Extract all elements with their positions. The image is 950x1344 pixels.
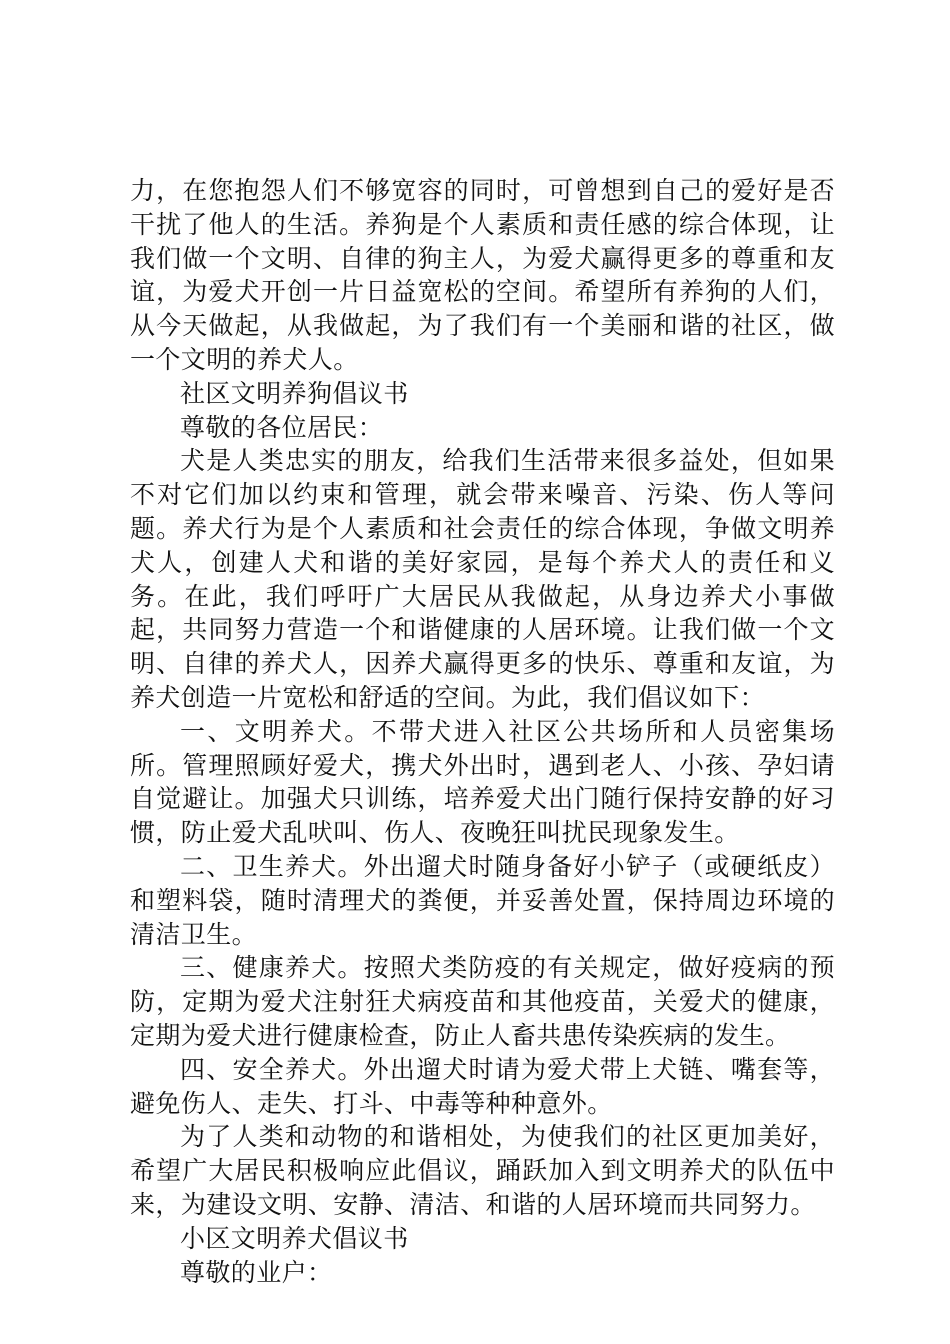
salutation-owners: 尊敬的业户：: [180, 1257, 333, 1287]
heading-community-dog-proposal: 社区文明养狗倡议书: [180, 378, 409, 408]
document-body: [130, 174, 835, 1289]
paragraph-item-1: 一、文明养犬。不带犬进入社区公共场所和人员密集场所。管理照顾好爱犬，携犬外出时，遇到老人、小孩、孕妇请自觉避让。加强犬只训练，培养爱犬出门随行保持安静的好习惯，防止爱犬乱吠叫、伤人、夜晚狂叫扰民现象发生。: [130, 716, 835, 848]
heading-residential-dog-proposal: 小区文明养犬倡议书: [180, 1223, 409, 1253]
paragraph-item-2: 二、卫生养犬。外出遛犬时随身备好小铲子（或硬纸皮）和塑料袋，随时清理犬的粪便，并妥善处置，保持周边环境的清洁卫生。: [130, 851, 835, 949]
paragraph-item-4: 四、安全养犬。外出遛犬时请为爱犬带上犬链、嘴套等，避免伤人、走失、打斗、中毒等种种意外。: [130, 1054, 835, 1118]
paragraph-closing: 为了人类和动物的和谐相处，为使我们的社区更加美好，希望广大居民积极响应此倡议，踊跃加入到文明养犬的队伍中来，为建设文明、安静、清洁、和谐的人居环境而共同努力。: [130, 1122, 835, 1219]
paragraph-intro: 犬是人类忠实的朋友，给我们生活带来很多益处，但如果不对它们加以约束和管理，就会带来噪音、污染、伤人等问题。养犬行为是个人素质和社会责任的综合体现，争做文明养犬人，创建人犬和谐的美好家园，是每个养犬人的责任和义务。在此，我们呼吁广大居民从我做起，从身边养犬小事做起，共同努力营造一个和谐健康的人居环境。让我们做一个文明、自律的养犬人，因养犬赢得更多的快乐、尊重和友谊，为养犬创造一片宽松和舒适的空间。为此，我们倡议如下：: [130, 446, 835, 712]
paragraph-item-3: 三、健康养犬。按照犬类防疫的有关规定，做好疫病的预防，定期为爱犬注射狂犬病疫苗和其他疫苗，关爱犬的健康，定期为爱犬进行健康检查，防止人畜共患传染疾病的发生。: [130, 953, 835, 1050]
paragraph-continuation: 力，在您抱怨人们不够宽容的同时，可曾想到自己的爱好是否干扰了他人的生活。养狗是个人素质和责任感的综合体现，让我们做一个文明、自律的狗主人，为爱犬赢得更多的尊重和友谊，为爱犬开创一片日益宽松的空间。希望所有养狗的人们，从今天做起，从我做起，为了我们有一个美丽和谐的社区，做一个文明的养犬人。: [130, 176, 835, 374]
salutation-residents: 尊敬的各位居民：: [180, 412, 384, 442]
